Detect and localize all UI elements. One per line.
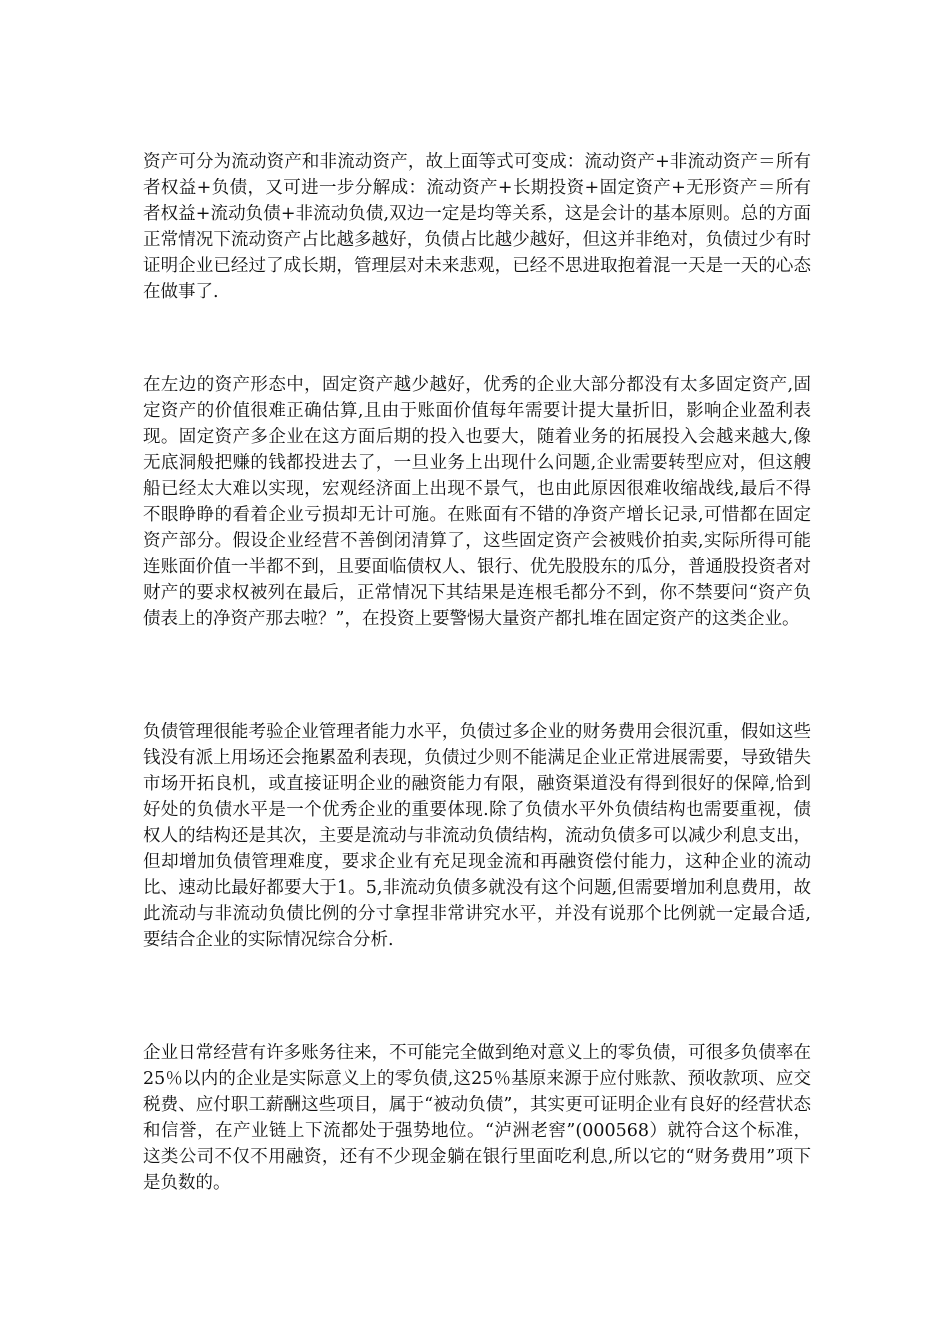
paragraph-debt-management: 负债管理很能考验企业管理者能力水平，负债过多企业的财务费用会很沉重，假如这些钱没有派上用场还会拖累盈利表现，负债过少则不能满足企业正常进展需要，导致错失市场开拓良机，或直接证明企业的融资能力有限，融资渠道没有得到很好的保障,恰到好处的负债水平是一个优秀企业的重要体现.除了负债水平外负债结构也需要重视，债权人的结构还是其次，主要是流动与非流动负债结构，流动负债多可以减少利息支出，但却增加负债管理难度，要求企业有充足现金流和再融资偿付能力，这种企业的流动比、速动比最好都要大于1。5,非流动负债多就没有这个问题,但需要增加利息费用，故此流动与非流动负债比例的分寸拿捏非常讲究水平，并没有说那个比例就一定最合适,要结合企业的实际情况综合分析. — [143, 722, 811, 950]
paragraph-assets-equation: 资产可分为流动资产和非流动资产，故上面等式可变成：流动资产+非流动资产＝所有者权益+负债，又可进一步分解成：流动资产+长期投资+固定资产+无形资产＝所有者权益+流动负债+非流动负债,双边一定是均等关系，这是会计的基本原则。总的方面正常情况下流动资产占比越多越好，负债占比越少越好，但这并非绝对，负债过少有时证明企业已经过了成长期，管理层对未来悲观，已经不思进取抱着混一天是一天的心态在做事了. — [143, 152, 811, 302]
paragraph-fixed-assets: 在左边的资产形态中，固定资产越少越好，优秀的企业大部分都没有太多固定资产,固定资产的价值很难正确估算,且由于账面价值每年需要计提大量折旧，影响企业盈利表现。固定资产多企业在这方面后期的投入也要大，随着业务的拓展投入会越来越大,像无底洞般把赚的钱都投进去了，一旦业务上出现什么问题,企业需要转型应对，但这艘船已经太大难以实现，宏观经济面上出现不景气，也由此原因很难收缩战线,最后不得不眼睁睁的看着企业亏损却无计可施。在账面有不错的净资产增长记录,可惜都在固定资产部分。假设企业经营不善倒闭清算了，这些固定资产会被贱价拍卖,实际所得可能连账面价值一半都不到，且要面临债权人、银行、优先股股东的瓜分，普通股投资者对财产的要求权被列在最后，正常情况下其结果是连根毛都分不到，你不禁要问“资产负债表上的净资产那去啦？”，在投资上要警惕大量资产都扎堆在固定资产的这类企业。 — [143, 375, 811, 629]
paragraph-zero-debt: 企业日常经营有许多账务往来，不可能完全做到绝对意义上的零负债，可很多负债率在25％以内的企业是实际意义上的零负债,这25％基原来源于应付账款、预收款项、应交税费、应付职工薪酬这些项目，属于“被动负债”，其实更可证明企业有良好的经营状态和信誉，在产业链上下流都处于强势地位。“泸洲老窖”(000568）就符合这个标准，这类公司不仅不用融资，还有不少现金躺在银行里面吃利息,所以它的“财务费用”项下是负数的。 — [143, 1043, 811, 1193]
